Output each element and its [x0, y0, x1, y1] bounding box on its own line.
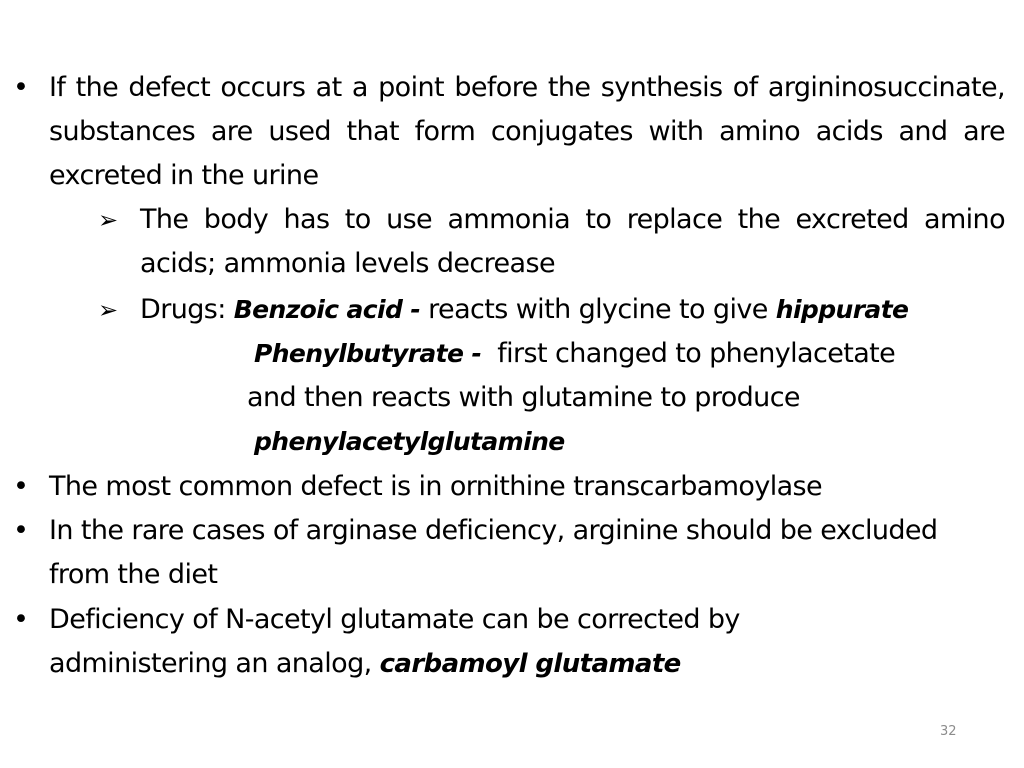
bullet-icon: • [13, 604, 29, 635]
drugs-label: Drugs: [140, 294, 234, 325]
sub-bullet-text: The body has to use ammonia to replace the excreted amino acids; ammonia levels decrease [140, 204, 1005, 279]
bullet-text: Deficiency of N-acetyl glutamate can be corrected by administering an analog, [49, 604, 740, 679]
hippurate-product: hippurate [775, 295, 909, 324]
arrow-bullet-icon: ➢ [98, 296, 118, 324]
bullet-text: The most common defect is in ornithine transcarbamoylase [49, 471, 823, 502]
phenylbutyrate-line [254, 332, 895, 376]
sub-bullet-item [98, 198, 1005, 286]
arrow-bullet-icon: ➢ [98, 206, 118, 234]
benzoic-acid-name: Benzoic acid - [233, 295, 421, 324]
phenylbutyrate-description: first changed to phenylacetate [481, 338, 896, 369]
phenylbutyrate-continuation [247, 376, 800, 420]
bullet-icon: • [13, 72, 29, 103]
bullet-icon: • [13, 515, 29, 546]
bullet-item [13, 465, 1005, 509]
bullet-icon: • [13, 471, 29, 502]
carbamoyl-glutamate-emphasis: carbamoyl glutamate [379, 649, 681, 679]
phenylbutyrate-description-cont: and then reacts with glutamine to produce [247, 382, 800, 413]
page-number: 32 [940, 724, 957, 739]
phenylbutyrate-name: Phenylbutyrate - [254, 339, 482, 368]
bullet-text: If the defect occurs at a point before the synthesis of argininosuccinate, substances are used that form conjugates with amino acids and are excreted in the urine [49, 72, 1005, 191]
phenylacetylglutamine-product: phenylacetylglutamine [254, 427, 565, 456]
drugs-sub-bullet [98, 288, 1005, 332]
benzoic-acid-description: reacts with glycine to give [420, 294, 776, 325]
bullet-item [13, 598, 889, 686]
bullet-item [13, 66, 1005, 198]
bullet-item [13, 509, 969, 597]
phenylacetylglutamine-line [254, 420, 565, 464]
bullet-text: In the rare cases of arginase deficiency, arginine should be excluded from the diet [49, 515, 938, 590]
